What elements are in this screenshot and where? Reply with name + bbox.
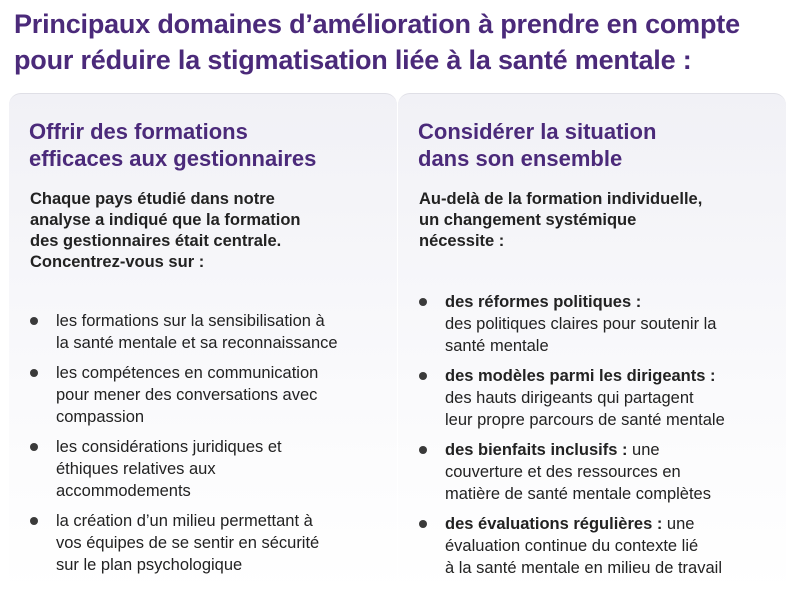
item-lead: des réformes politiques : <box>445 293 642 311</box>
card-intro <box>30 189 390 273</box>
card-intro <box>419 189 779 252</box>
item-line: des hauts dirigeants qui partagent <box>445 389 694 407</box>
item-line: leur propre parcours de santé mentale <box>445 411 725 429</box>
card-title-line: Offrir des formations <box>29 119 248 144</box>
item-line: évaluation continue du contexte lié <box>445 537 699 555</box>
item-line <box>445 291 776 313</box>
card-title-line: dans son ensemble <box>418 146 623 171</box>
intro-line: analyse a indiqué que la formation <box>30 211 301 229</box>
item-line: pour mener des conversations avec <box>56 386 318 404</box>
bullet-dot-icon <box>419 298 427 306</box>
item-line: accommodements <box>56 482 191 500</box>
card-big-picture <box>398 93 786 594</box>
card-title-line: efficaces aux gestionnaires <box>29 146 317 171</box>
item-line: les compétences en communication <box>56 364 319 382</box>
bullet-dot-icon <box>30 369 38 377</box>
bullet-dot-icon <box>419 520 427 528</box>
bullet-dot-icon <box>30 317 38 325</box>
item-line <box>445 513 776 535</box>
intro-line: Au-delà de la formation individuelle, <box>419 190 703 208</box>
item-line <box>445 365 776 387</box>
item-line: les considérations juridiques et <box>56 438 282 456</box>
intro-line: nécessite : <box>419 232 505 250</box>
page-title <box>14 6 794 78</box>
list-item <box>414 513 776 579</box>
item-lead: des modèles parmi les dirigeants : <box>445 367 716 385</box>
item-line: la création d’un milieu permettant à <box>56 512 313 530</box>
item-line: les formations sur la sensibilisation à <box>56 312 325 330</box>
intro-line: Chaque pays étudié dans notre <box>30 190 275 208</box>
list-item <box>414 365 776 431</box>
item-line: santé mentale <box>445 337 549 355</box>
card-title <box>418 118 656 172</box>
item-line <box>445 439 776 461</box>
page-title-line-1: Principaux domaines d’amélioration à prendre en compte <box>14 9 740 39</box>
list-item <box>414 439 776 505</box>
item-lead: des bienfaits inclusifs : <box>445 441 628 459</box>
item-lead: des évaluations régulières : <box>445 515 663 533</box>
page-title-line-2: pour réduire la stigmatisation liée à la santé mentale : <box>14 45 692 75</box>
item-line: éthiques relatives aux <box>56 460 216 478</box>
list-item <box>414 291 776 357</box>
focus-list <box>25 310 387 584</box>
list-item <box>25 362 387 428</box>
intro-line: Concentrez-vous sur : <box>30 253 205 271</box>
item-line: compassion <box>56 408 145 426</box>
bullet-dot-icon <box>419 446 427 454</box>
bullet-dot-icon <box>419 372 427 380</box>
item-line: couverture et des ressources en <box>445 463 681 481</box>
card-title <box>29 118 316 172</box>
bullet-dot-icon <box>30 517 38 525</box>
item-tail: une <box>627 441 660 459</box>
item-line: matière de santé mentale complètes <box>445 485 711 503</box>
change-list <box>414 291 776 587</box>
list-item <box>25 436 387 502</box>
item-line: des politiques claires pour soutenir la <box>445 315 717 333</box>
card-title-line: Considérer la situation <box>418 119 657 144</box>
item-line: la santé mentale et sa reconnaissance <box>56 334 338 352</box>
list-item <box>25 510 387 576</box>
bullet-dot-icon <box>30 443 38 451</box>
item-line: à la santé mentale en milieu de travail <box>445 559 722 577</box>
list-item <box>25 310 387 354</box>
item-tail: une <box>662 515 695 533</box>
item-line: vos équipes de se sentir en sécurité <box>56 534 320 552</box>
intro-line: des gestionnaires était centrale. <box>30 232 282 250</box>
intro-line: un changement systémique <box>419 211 637 229</box>
item-line: sur le plan psychologique <box>56 556 243 574</box>
card-manager-training <box>9 93 397 594</box>
